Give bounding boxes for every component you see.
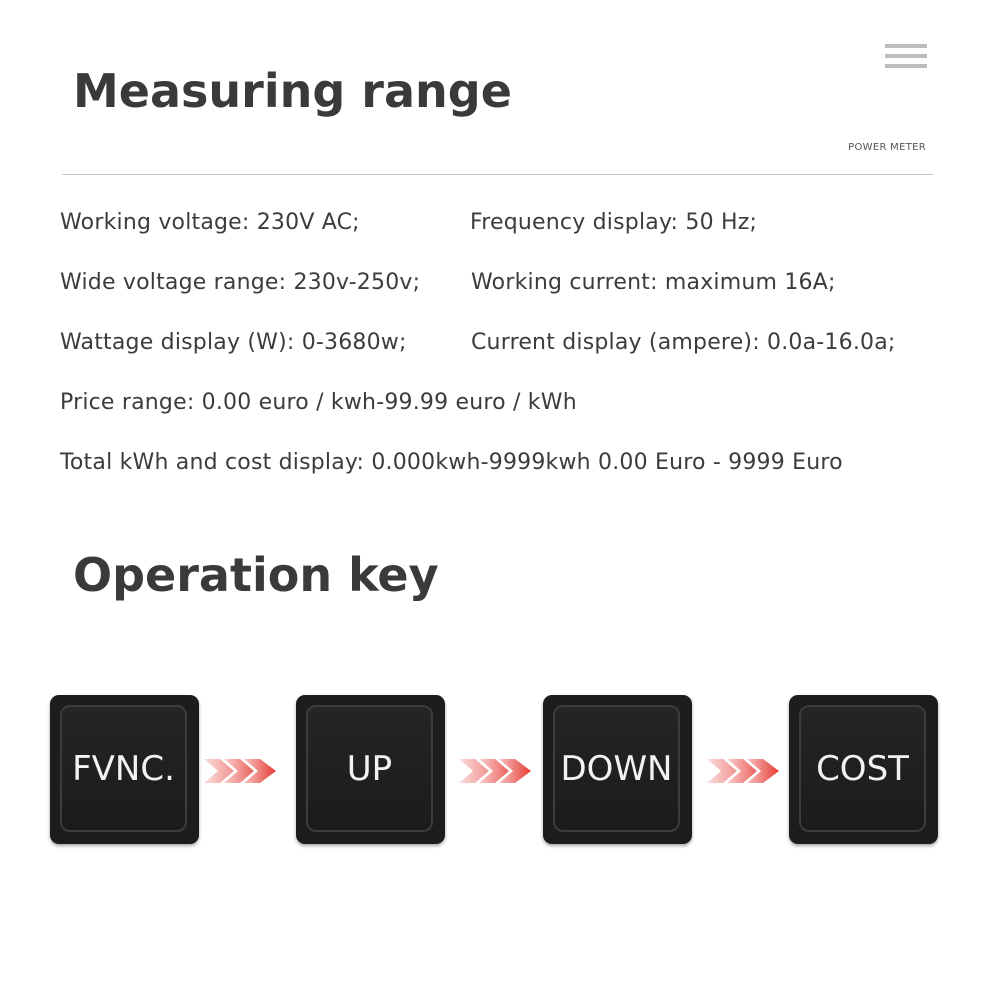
- brand-caption: POWER METER: [848, 142, 926, 153]
- key-up-button[interactable]: [296, 695, 445, 844]
- chevron-arrow-right-icon: [459, 757, 533, 785]
- spec-wattage-display: Wattage display (W): 0-3680w;: [60, 330, 407, 355]
- key-down-label: DOWN: [553, 705, 680, 832]
- spec-working-voltage: Working voltage: 230V AC;: [60, 210, 360, 235]
- section-divider: [62, 174, 933, 175]
- chevron-arrow-right-icon: [204, 757, 278, 785]
- operation-key-title: Operation key: [73, 548, 439, 602]
- hamburger-menu-icon[interactable]: [885, 44, 927, 70]
- measuring-range-title: Measuring range: [73, 64, 512, 118]
- key-cost-button[interactable]: [789, 695, 938, 844]
- menu-bar: [885, 54, 927, 58]
- key-fvnc-button[interactable]: [50, 695, 199, 844]
- spec-current-display: Current display (ampere): 0.0a-16.0a;: [471, 330, 896, 355]
- spec-wide-voltage-range: Wide voltage range: 230v-250v;: [60, 270, 421, 295]
- key-up-label: UP: [306, 705, 433, 832]
- menu-bar: [885, 44, 927, 48]
- spec-total-kwh-cost: Total kWh and cost display: 0.000kwh-9999kwh 0.00 Euro - 9999 Euro: [60, 450, 843, 475]
- spec-price-range: Price range: 0.00 euro / kwh-99.99 euro / kWh: [60, 390, 577, 415]
- spec-frequency-display: Frequency display: 50 Hz;: [470, 210, 758, 235]
- spec-working-current: Working current: maximum 16A;: [471, 270, 836, 295]
- key-fvnc-label: FVNC.: [60, 705, 187, 832]
- chevron-arrow-right-icon: [707, 757, 781, 785]
- key-down-button[interactable]: [543, 695, 692, 844]
- key-cost-label: COST: [799, 705, 926, 832]
- menu-bar: [885, 64, 927, 68]
